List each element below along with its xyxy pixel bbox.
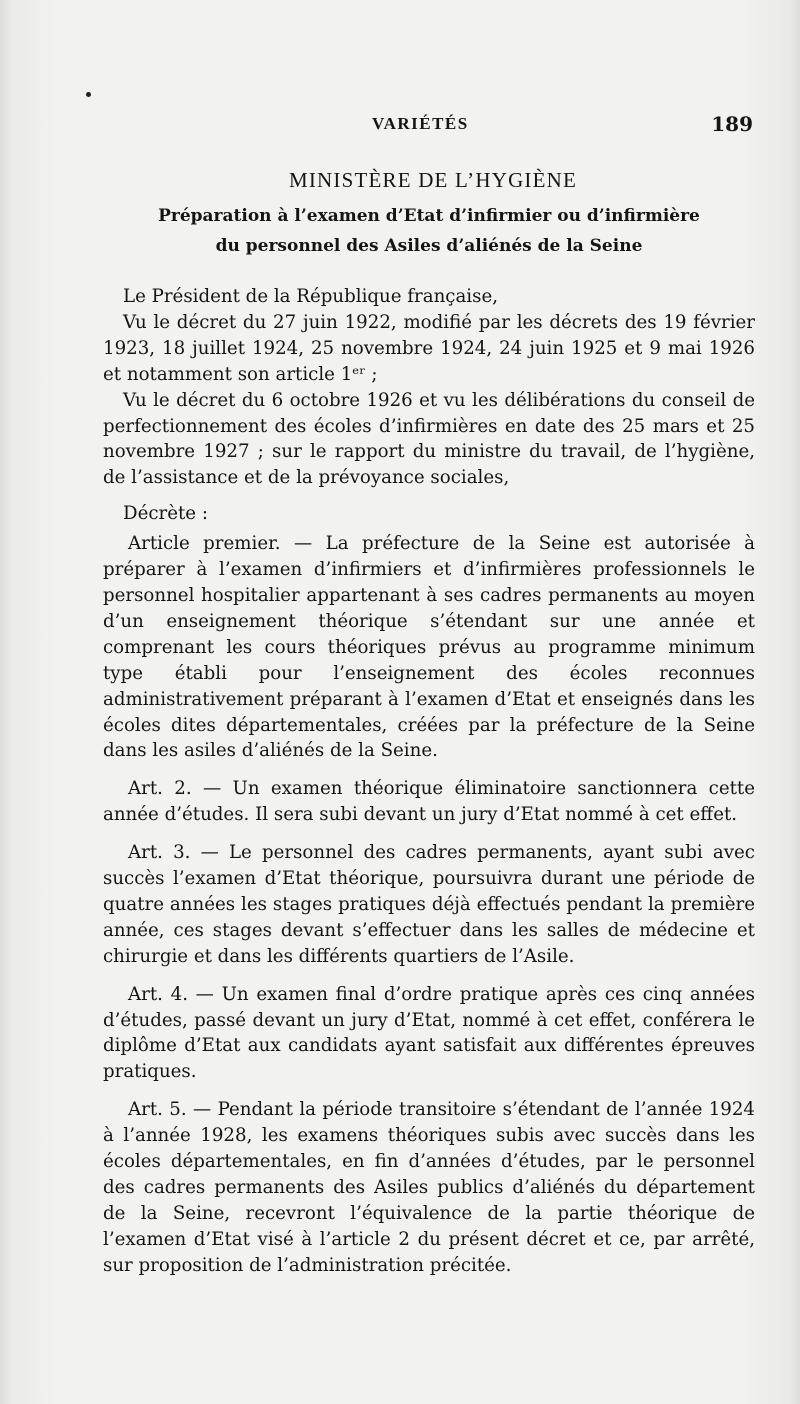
ministry-heading: MINISTÈRE DE L’HYGIÈNE — [288, 168, 578, 192]
article-1: Article premier. — La préfecture de la Seine est autorisée à préparer à l’examen d’infirmiers et d’infirmières professionnels le personnel hospitalier appartenant à ses cadres permanents au moyen d’un enseignement théorique s’étendant sur une année et comprenant les cours théoriques prévus au programme minimum type établi pour l’enseignement des écoles reconnues administrativement préparant à l’examen d’Etat et enseignés dans les écoles dites départementales, créées par la préfecture de la Seine dans les asiles d’aliénés de la Seine. — [103, 533, 755, 762]
running-header — [0, 112, 800, 142]
document-body — [103, 168, 755, 1279]
ink-dot — [86, 92, 91, 97]
article-3: Art. 3. — Le personnel des cadres permanents, ayant subi avec succès l’examen d’Etat théorique, poursuivra durant une période de quatre années les stages pratiques déjà effectués pendant la première année, ces stages devant s’effectuer dans les salles de médecine et chirurgie et dans les différents quartiers de l’Asile. — [103, 842, 755, 967]
page-number: 189 — [711, 112, 753, 136]
article-5: Art. 5. — Pendant la période transitoire s’étendant de l’année 1924 à l’année 1928, les examens théoriques subis avec succès dans les écoles départementales, en fin d’années d’études, par le personnel des cadres permanents des Asiles publics d’aliénés du département de la Seine, recevront l’équivalence de la partie théorique de l’examen d’Etat visé à l’article 2 du présent décret et ce, par arrêté, sur proposition de l’administration précitée. — [103, 1099, 755, 1276]
preamble-decree-1926: Vu le décret du 6 octobre 1926 et vu les délibérations du conseil de perfectionnement des écoles d’infirmières en date des 25 mars et 25 novembre 1927 ; sur le rapport du ministre du travail, de l’hygiène, de l’assistance et de la prévoyance sociales, — [103, 389, 755, 489]
preamble-decree-1922: Vu le décret du 27 juin 1922, modifié par les décrets des 19 février 1923, 18 juillet 1924, 25 novembre 1924, 24 juin 1925 et 9 mai 1926 et notamment son article 1ᵉʳ ; — [103, 311, 755, 385]
decree-line: Décrète : — [123, 503, 208, 525]
article-2: Art. 2. — Un examen théorique éliminatoire sanctionnera cette année d’études. Il sera subi devant un jury d’Etat nommé à cet effet. — [103, 778, 755, 826]
running-title: VARIÉTÉS — [372, 114, 469, 133]
subtitle-line-1: Préparation à l’examen d’Etat d’infirmier ou d’infirmière — [158, 206, 700, 226]
preamble-president: Le Président de la République française, — [123, 286, 499, 307]
article-4: Art. 4. — Un examen final d’ordre pratique après ces cinq années d’études, passé devant un jury d’Etat, nommé à cet effet, conférera le diplôme d’Etat aux candidats ayant satisfait aux différentes épreuves pratiques. — [103, 983, 755, 1083]
subtitle-line-2: du personnel des Asiles d’aliénés de la Seine — [215, 236, 643, 256]
document-subtitle — [103, 201, 755, 261]
